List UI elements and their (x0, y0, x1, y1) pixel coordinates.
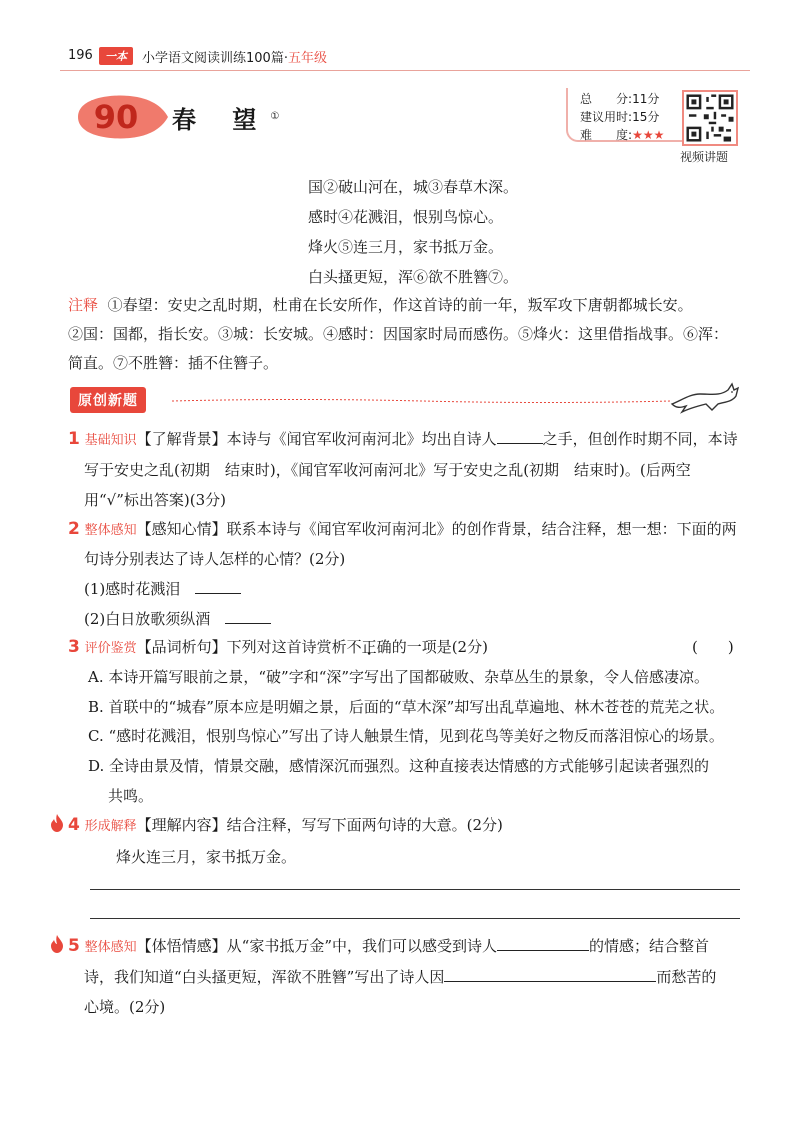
series-badge: 一本 (99, 47, 133, 65)
q5-line-2b: 而愁苦的 (656, 968, 717, 986)
q4-type: 【理解内容】 (136, 816, 227, 834)
lesson-note-ref: ① (270, 111, 280, 122)
q5-type: 【体悟情感】 (136, 937, 227, 955)
q4-answer-line-1[interactable] (90, 889, 740, 890)
q3-type: 【品词析句】 (136, 638, 227, 656)
q2-line-1: 联系本诗与《闻官军收河南河北》的创作背景，结合注释，想一想：下面的两 (226, 520, 737, 538)
grade-label: 五年级 (287, 51, 327, 66)
difficulty-label: 难 度 (580, 128, 629, 142)
q3-option-b[interactable]: B. 首联中的“城春”原本应是明媚之景，后面的“草木深”却写出乱草遍地、林木苍苍的荒芜之状。 (88, 698, 725, 716)
video-label[interactable]: 视频讲题 (680, 150, 729, 164)
poem-line-1: 国②破山河在，城③春草木深。 (308, 178, 519, 196)
notes-line-1 (68, 294, 693, 315)
book-title-text: 小学语文阅读训练100篇 (142, 51, 284, 66)
q2-item-2 (84, 608, 271, 629)
time-label: 建议用时 (580, 110, 629, 124)
flame-icon (50, 814, 64, 832)
q3-stem-emphasis: 不正确 (346, 638, 392, 656)
q3-tag: 评价鉴赏 (84, 641, 137, 656)
q5-line-2 (84, 966, 716, 987)
q3-answer-paren[interactable]: ( ) (692, 638, 734, 656)
q3-option-c[interactable]: C. “感时花溅泪，恨别鸟惊心”写出了诗人触景生情，见到花鸟等美好之物反而落泪惊心的场景。 (88, 727, 724, 745)
q5-reason-blank[interactable] (444, 981, 656, 982)
q1-type: 【了解背景】 (136, 430, 227, 448)
suggested-time: 建议用时:15分 (580, 110, 660, 124)
q1-text-a: 本诗与《闻官军收河南河北》均出自诗人 (226, 430, 497, 448)
q3-option-d[interactable]: D. 全诗由景及情，情景交融，感情深沉而强烈。这种直接表达情感的方式能够引起读者强烈的 (88, 757, 710, 775)
poem-line-4: 白头搔更短，浑⑥欲不胜簪⑦。 (308, 268, 519, 286)
lesson-number: 90 (93, 98, 139, 136)
q3-number: 3 (68, 637, 80, 657)
question-5 (68, 935, 709, 956)
q2-item-2-text: (2)白日放歌须纵酒 (84, 610, 211, 628)
qr-code-icon[interactable] (682, 90, 738, 146)
cat-icon (668, 378, 742, 414)
section-divider (172, 398, 672, 404)
notes-line-2: ②国：国都，指长安。③城：长安城。④感时：因国家时局而感伤。⑤烽火：这里借指战事。⑥浑： (68, 325, 729, 343)
q4-tag: 形成解释 (84, 819, 137, 834)
time-value: 15分 (632, 110, 660, 124)
section-banner: 原创新题 (70, 387, 146, 413)
q5-number: 5 (68, 936, 80, 956)
page-number: 196 (68, 48, 93, 63)
q1-text-b: 之手，但创作时期不同，本诗 (542, 430, 738, 448)
q2-tag: 整体感知 (84, 523, 137, 538)
q2-number: 2 (68, 519, 80, 539)
q5-line-1b: 的情感；结合整首 (589, 937, 710, 955)
q5-line-1a: 从“家书抵万金”中，我们可以感受到诗人 (226, 937, 497, 955)
q3-stem-b: 的一项是(2分) (391, 638, 488, 656)
q4-number: 4 (68, 815, 80, 835)
flame-icon (50, 935, 64, 953)
q4-quote: 烽火连三月，家书抵万金。 (116, 848, 297, 866)
q5-emotion-blank[interactable] (497, 950, 589, 951)
book-title (142, 47, 327, 66)
q5-tag: 整体感知 (84, 940, 137, 955)
q5-line-3: 心境。(2分) (84, 998, 166, 1016)
q2-item-1-text: (1)感时花溅泪 (84, 580, 181, 598)
q4-line-1: 结合注释，写写下面两句诗的大意。(2分) (226, 816, 503, 834)
q1-tag: 基础知识 (84, 433, 137, 448)
lesson-number-badge (70, 90, 170, 144)
lesson-title (172, 100, 279, 135)
q1-number: 1 (68, 429, 80, 449)
lesson-title-text: 春 望 (172, 105, 271, 134)
total-label: 总 分 (580, 92, 629, 106)
q2-type: 【感知心情】 (136, 520, 227, 538)
title-separator: · (283, 51, 288, 66)
q2-line-2: 句诗分别表达了诗人怎样的心情？(2分) (84, 550, 346, 568)
q2-item-2-blank[interactable] (225, 623, 271, 624)
notes-text-1: ①春望：安史之乱时期，杜甫在长安所作，作这首诗的前一年，叛军攻下唐朝都城长安。 (107, 296, 693, 314)
poem-line-3: 烽火⑤连三月，家书抵万金。 (308, 238, 504, 256)
q3-option-d-cont: 共鸣。 (108, 787, 154, 805)
notes-label: 注释 (68, 296, 99, 314)
q1-line-3: 用“√”标出答案)(3分) (84, 491, 226, 509)
question-3 (68, 636, 488, 657)
q5-line-2a: 诗，我们知道“白头搔更短，浑欲不胜簪”写出了诗人因 (84, 968, 445, 986)
question-2 (68, 518, 737, 539)
difficulty: 难 度:★★★ (580, 128, 665, 142)
poem-line-2: 感时④花溅泪，恨别鸟惊心。 (308, 208, 504, 226)
q2-item-1 (84, 578, 241, 599)
q4-answer-line-2[interactable] (90, 918, 740, 919)
difficulty-stars: ★★★ (632, 128, 665, 142)
q1-poet-blank[interactable] (497, 443, 543, 444)
total-value: 11分 (632, 92, 660, 106)
question-1 (68, 428, 738, 449)
q2-item-1-blank[interactable] (195, 593, 241, 594)
notes-line-3: 简直。⑦不胜簪：插不住簪子。 (68, 354, 279, 372)
q1-line-2: 写于安史之乱(初期 结束时)，《闻官军收河南河北》写于安史之乱(初期 结束时)。(后两空 (84, 461, 691, 479)
total-score: 总 分:11分 (580, 92, 660, 106)
q3-option-a[interactable]: A. 本诗开篇写眼前之景，“破”字和“深”字写出了国都破败、杂草丛生的景象，令人倍感凄凉。 (88, 668, 710, 686)
header-rule (60, 70, 750, 71)
q3-stem-a: 下列对这首诗赏析 (226, 638, 347, 656)
question-4 (68, 814, 503, 835)
